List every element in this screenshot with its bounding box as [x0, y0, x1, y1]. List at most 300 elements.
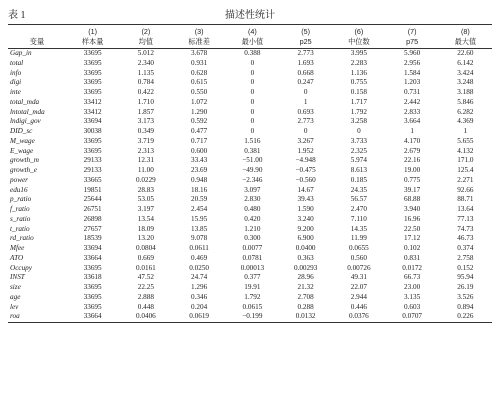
value-cell: 3.173 [137, 117, 154, 126]
column-number: (6) [332, 25, 385, 37]
value-cell: 0 [357, 127, 361, 136]
value-cell: −4.948 [295, 156, 316, 165]
value-cell: 0.288 [297, 302, 314, 311]
table-row [8, 215, 492, 225]
value-cell: 0.894 [457, 302, 474, 311]
value-cell: 19.91 [244, 283, 261, 292]
table-row [8, 166, 492, 176]
value-cell: 39.17 [404, 185, 421, 194]
value-cell: −0.199 [226, 312, 279, 322]
value-cell: 7.110 [350, 214, 367, 223]
value-cell: 1 [463, 127, 468, 136]
value-cell: 8.613 [350, 166, 367, 175]
value-cell: −49.90 [242, 166, 263, 175]
value-cell: 1.952 [297, 146, 314, 155]
value-cell: 13.20 [137, 234, 154, 243]
value-cell: 1 [410, 127, 414, 136]
value-cell: 0.628 [191, 68, 208, 77]
value-cell: 19851 [83, 185, 102, 194]
value-cell: 0.00293 [293, 263, 318, 272]
value-cell: 0.948 [191, 175, 208, 184]
value-cell: 33695 [83, 146, 102, 155]
value-cell: 33695 [83, 136, 102, 145]
value-cell: 33695 [83, 292, 102, 301]
value-cell: 3.526 [457, 292, 474, 301]
table-row [8, 273, 492, 283]
value-cell: 12.31 [137, 156, 154, 165]
variable-name-cell: power [10, 175, 28, 184]
variable-name-cell: Mfee [10, 244, 25, 253]
value-cell: 2.470 [350, 205, 367, 214]
variable-name-cell: info [10, 68, 22, 77]
value-cell: 2.708 [297, 292, 314, 301]
value-cell: 53.05 [137, 195, 154, 204]
value-cell: 6.282 [457, 107, 474, 116]
value-cell: 0.0229 [135, 175, 156, 184]
value-cell: 33665 [83, 175, 102, 184]
value-cell: 2.679 [404, 146, 421, 155]
value-cell: 28.83 [137, 185, 154, 194]
value-cell: 33412 [83, 97, 102, 106]
value-cell: 3.197 [137, 205, 154, 214]
value-cell: 0.755 [350, 78, 367, 87]
value-cell: 125.4 [457, 166, 474, 175]
value-cell: −51.00 [242, 156, 263, 165]
value-cell: 0.374 [457, 244, 474, 253]
value-cell: 0.422 [137, 88, 154, 97]
value-cell: 0.0619 [173, 312, 226, 322]
column-header-row [8, 37, 492, 49]
value-cell: 2.442 [404, 97, 421, 106]
table-header [8, 6, 492, 20]
value-cell: 2.888 [137, 292, 154, 301]
value-cell: 1.136 [350, 68, 367, 77]
value-cell: 0.831 [404, 253, 421, 262]
value-cell: 16.96 [404, 214, 421, 223]
value-cell: 0 [250, 117, 255, 126]
value-cell: 2.830 [244, 195, 261, 204]
value-cell: 0.300 [244, 234, 261, 243]
value-cell: 0.446 [350, 302, 367, 311]
value-cell: 3.097 [244, 185, 261, 194]
value-cell: 88.71 [457, 195, 474, 204]
variable-name-cell: roa [8, 312, 66, 322]
variable-name-cell: inte [10, 88, 21, 97]
table-row [8, 312, 492, 322]
table-row [8, 88, 492, 98]
column-number-row [8, 25, 492, 37]
variable-name-cell: Gap_in [10, 49, 32, 58]
value-cell: 5.846 [457, 97, 474, 106]
value-cell: 33695 [83, 88, 102, 97]
variable-name-cell: t_ratio [10, 224, 30, 233]
variable-name-cell: DID_sc [10, 127, 33, 136]
value-cell: 66.73 [404, 273, 421, 282]
column-number: (5) [279, 25, 332, 37]
column-header: 样本量 [66, 37, 119, 49]
column-number: (2) [119, 25, 172, 37]
table-row [8, 205, 492, 215]
value-cell: 22.60 [457, 49, 474, 58]
value-cell: 14.67 [297, 185, 314, 194]
value-cell: 13.64 [457, 205, 474, 214]
value-cell: 0.0655 [348, 244, 369, 253]
value-cell: 0 [303, 127, 308, 136]
value-cell: 1 [303, 97, 308, 106]
value-cell: 1.717 [350, 97, 367, 106]
value-cell: 1.693 [297, 58, 314, 67]
value-cell: 0.363 [297, 253, 314, 262]
column-header: p25 [279, 37, 332, 49]
value-cell: 1.584 [404, 68, 421, 77]
value-cell: 0.158 [350, 88, 367, 97]
value-cell: 0.0172 [402, 263, 422, 272]
value-cell: 28.96 [297, 273, 314, 282]
value-cell: 0.377 [244, 273, 261, 282]
value-cell: 1.792 [244, 292, 261, 301]
value-cell: 0.102 [404, 244, 421, 253]
value-cell: 0.669 [137, 253, 154, 262]
variable-name-cell: ATO [10, 253, 24, 262]
column-header: 均值 [119, 37, 172, 49]
column-header: 中位数 [332, 37, 385, 49]
value-cell: 5.655 [457, 136, 474, 145]
table-body [8, 49, 492, 323]
value-cell: 0.615 [191, 78, 208, 87]
variable-name-cell: Occupy [10, 263, 32, 272]
value-cell: 0.592 [191, 117, 208, 126]
value-cell: 68.88 [404, 195, 421, 204]
value-cell: −0.475 [295, 166, 316, 175]
value-cell: 6.900 [297, 234, 314, 243]
value-cell: 11.00 [137, 166, 154, 175]
variable-name-cell: digi [10, 78, 22, 87]
value-cell: 22.25 [137, 283, 154, 292]
value-cell: 0.0781 [242, 253, 263, 262]
table-row [8, 186, 492, 196]
value-cell: 5.012 [137, 49, 154, 58]
value-cell: 26898 [83, 214, 102, 223]
value-cell: 3.719 [137, 136, 154, 145]
table-row [8, 117, 492, 127]
value-cell: 0.480 [244, 205, 261, 214]
value-cell: 1.135 [137, 68, 154, 77]
value-cell: 1.590 [297, 205, 314, 214]
value-cell: 33694 [83, 117, 102, 126]
value-cell: 3.664 [404, 117, 421, 126]
table-row [8, 108, 492, 118]
table-row [8, 225, 492, 235]
value-cell: 33618 [83, 273, 102, 282]
value-cell: 33695 [83, 49, 102, 58]
value-cell: 2.454 [191, 205, 208, 214]
value-cell: 22.50 [404, 224, 421, 233]
column-number: (7) [386, 25, 439, 37]
value-cell: 0.931 [191, 58, 208, 67]
value-cell: 3.188 [457, 88, 474, 97]
value-cell: 3.258 [350, 117, 367, 126]
value-cell: 23.69 [191, 166, 208, 175]
value-cell: 33412 [83, 107, 102, 116]
value-cell: 5.974 [350, 156, 367, 165]
variable-name-cell: E_wage [10, 146, 34, 155]
column-number-blank [8, 25, 66, 37]
value-cell: 2.271 [457, 175, 474, 184]
value-cell: 0 [250, 127, 255, 136]
value-cell: 19.00 [404, 166, 421, 175]
value-cell: 3.940 [404, 205, 421, 214]
value-cell: 3.248 [457, 78, 474, 87]
value-cell: 1.203 [404, 78, 421, 87]
variable-name-cell: M_wage [10, 136, 35, 145]
value-cell: 14.35 [350, 224, 367, 233]
variable-name-cell: lndigi_gov [10, 117, 41, 126]
value-cell: 1.710 [137, 97, 154, 106]
value-cell: 0.600 [191, 146, 208, 155]
value-cell: 0.0707 [386, 312, 439, 322]
value-cell: 33695 [83, 283, 102, 292]
value-cell: 2.325 [350, 146, 367, 155]
value-cell: 3.678 [191, 49, 208, 58]
value-cell: 1.290 [191, 107, 208, 116]
value-cell: 2.283 [350, 58, 367, 67]
table-row [8, 264, 492, 274]
value-cell: 0.603 [404, 302, 421, 311]
value-cell: 0 [250, 97, 255, 106]
value-cell: 0 [250, 68, 255, 77]
value-cell: 0 [250, 88, 255, 97]
value-cell: 22.07 [350, 283, 367, 292]
value-cell: 3.424 [457, 68, 474, 77]
value-cell: 2.773 [297, 117, 314, 126]
variable-name-cell: total [10, 58, 24, 67]
value-cell: 74.73 [457, 224, 474, 233]
value-cell: 0.346 [191, 292, 208, 301]
value-cell: 6.142 [457, 58, 474, 67]
variable-name-cell: age [10, 292, 21, 301]
variable-name-cell: lntotal_mda [10, 107, 45, 116]
value-cell: 0.668 [297, 68, 314, 77]
table-row [8, 234, 492, 244]
value-cell: 4.170 [404, 136, 421, 145]
value-cell: 1.296 [191, 283, 208, 292]
descriptive-statistics-table [8, 24, 492, 323]
column-number: (3) [173, 25, 226, 37]
value-cell: 0.0804 [135, 244, 156, 253]
value-cell: 9.200 [297, 224, 314, 233]
value-cell: 33664 [66, 312, 119, 322]
value-cell: 171.0 [457, 156, 474, 165]
value-cell: 33694 [83, 244, 102, 253]
value-cell: 30038 [83, 127, 102, 136]
value-cell: 3.995 [350, 49, 367, 58]
table-row [8, 147, 492, 157]
column-header: 标准差 [173, 37, 226, 49]
value-cell: 15.95 [191, 214, 208, 223]
value-cell: 9.078 [191, 234, 208, 243]
value-cell: 26751 [83, 205, 102, 214]
value-cell: 0.226 [439, 312, 492, 322]
value-cell: 20.59 [191, 195, 208, 204]
value-cell: 18539 [83, 234, 102, 243]
value-cell: 95.94 [457, 273, 474, 282]
value-cell: 2.773 [297, 49, 314, 58]
value-cell: 33695 [83, 263, 102, 272]
column-header: p75 [386, 37, 439, 49]
value-cell: 0.784 [137, 78, 154, 87]
column-number: (1) [66, 25, 119, 37]
value-cell: 33695 [83, 302, 102, 311]
column-header: 最小值 [226, 37, 279, 49]
value-cell: 0.469 [191, 253, 208, 262]
table-row [8, 244, 492, 254]
value-cell: 0.0406 [119, 312, 172, 322]
value-cell: 3.135 [404, 292, 421, 301]
value-cell: 39.43 [297, 195, 314, 204]
value-cell: 0.693 [297, 107, 314, 116]
value-cell: 0 [250, 58, 255, 67]
value-cell: 29133 [83, 156, 102, 165]
table-row [8, 49, 492, 59]
variable-name-cell: f_ratio [10, 205, 30, 214]
value-cell: 33695 [83, 58, 102, 67]
value-cell: 2.758 [457, 253, 474, 262]
value-cell: 0.388 [244, 49, 261, 58]
value-cell: 33695 [83, 78, 102, 87]
value-cell: 0.0400 [295, 244, 316, 253]
value-cell: 2.944 [350, 292, 367, 301]
value-cell: 0.731 [404, 88, 421, 97]
value-cell: 0.717 [191, 136, 208, 145]
value-cell: 3.240 [297, 214, 314, 223]
value-cell: 24.35 [350, 185, 367, 194]
value-cell: 33695 [83, 68, 102, 77]
column-header-variable: 变量 [8, 37, 66, 49]
value-cell: 18.16 [191, 185, 208, 194]
value-cell: 4.132 [457, 146, 474, 155]
value-cell: 13.54 [137, 214, 154, 223]
variable-name-cell: s_ratio [10, 214, 31, 223]
table-row [8, 293, 492, 303]
value-cell: 47.52 [137, 273, 154, 282]
table-row [8, 283, 492, 293]
column-header: 最大值 [439, 37, 492, 49]
variable-name-cell: lev [10, 302, 19, 311]
variable-name-cell: edu16 [10, 185, 28, 194]
value-cell: 27657 [83, 224, 102, 233]
table-row [8, 69, 492, 79]
value-cell: 0.00013 [240, 263, 265, 272]
table-row [8, 303, 492, 313]
value-cell: 4.369 [457, 117, 474, 126]
value-cell: 5.960 [404, 49, 421, 58]
value-cell: 0.0611 [189, 244, 209, 253]
table-title: 描述性统计 [225, 10, 275, 21]
value-cell: 0.185 [350, 175, 367, 184]
value-cell: 0.349 [137, 127, 154, 136]
value-cell: 0.775 [404, 175, 421, 184]
value-cell: 2.956 [404, 58, 421, 67]
value-cell: 0.204 [191, 302, 208, 311]
value-cell: 0.381 [244, 146, 261, 155]
value-cell: 23.00 [404, 283, 421, 292]
value-cell: 92.66 [457, 185, 474, 194]
value-cell: 0.0376 [332, 312, 385, 322]
value-cell: 0.247 [297, 78, 314, 87]
value-cell: 26.19 [457, 283, 474, 292]
value-cell: 0.00726 [347, 263, 371, 272]
value-cell: 0.550 [191, 88, 208, 97]
table-row [8, 254, 492, 264]
value-cell: 33664 [83, 253, 102, 262]
variable-name-cell: growth_m [10, 156, 39, 165]
value-cell: 0.0077 [242, 244, 263, 253]
value-cell: 0.0132 [279, 312, 332, 322]
value-cell: 33.43 [191, 156, 208, 165]
variable-name-cell: growth_e [10, 166, 37, 175]
variable-name-cell: total_mda [10, 97, 40, 106]
table-row [8, 156, 492, 166]
value-cell: 2.833 [404, 107, 421, 116]
table-row [8, 195, 492, 205]
value-cell: 0.0615 [242, 302, 263, 311]
value-cell: 3.267 [297, 136, 314, 145]
value-cell: −0.560 [295, 175, 316, 184]
value-cell: 0.0250 [189, 263, 209, 272]
table-label: 表 1 [8, 10, 26, 21]
value-cell: 29133 [83, 166, 102, 175]
value-cell: 0.560 [350, 253, 367, 262]
value-cell: 24.74 [191, 273, 208, 282]
value-cell: 0.448 [137, 302, 154, 311]
value-cell: 0.152 [457, 263, 474, 272]
value-cell: 0 [250, 78, 255, 87]
value-cell: 1.516 [244, 136, 261, 145]
value-cell: 1.857 [137, 107, 154, 116]
variable-name-cell: size [10, 283, 21, 292]
value-cell: 0.0161 [135, 263, 156, 272]
value-cell: 3.733 [350, 136, 367, 145]
column-number: (4) [226, 25, 279, 37]
table-row [8, 98, 492, 108]
table-row [8, 59, 492, 69]
value-cell: 46.73 [457, 234, 474, 243]
value-cell: 49.31 [350, 273, 367, 282]
value-cell: 0.420 [244, 214, 261, 223]
value-cell: 17.12 [404, 234, 421, 243]
variable-name-cell: INST [10, 273, 25, 282]
value-cell: 22.16 [404, 156, 421, 165]
variable-name-cell: p_ratio [10, 195, 32, 204]
table-row [8, 78, 492, 88]
value-cell: 21.32 [297, 283, 314, 292]
variable-name-cell: rd_ratio [10, 234, 34, 243]
value-cell: 25644 [83, 195, 102, 204]
value-cell: 0 [250, 107, 255, 116]
value-cell: 18.09 [137, 224, 154, 233]
table-row [8, 137, 492, 147]
value-cell: 56.57 [350, 195, 367, 204]
value-cell: 77.13 [457, 214, 474, 223]
value-cell: 13.85 [191, 224, 208, 233]
value-cell: −2.346 [242, 175, 263, 184]
value-cell: 11.99 [350, 234, 367, 243]
value-cell: 0.477 [191, 127, 208, 136]
value-cell: 1.792 [350, 107, 367, 116]
value-cell: 2.340 [137, 58, 154, 67]
column-number: (8) [439, 25, 492, 37]
value-cell: 1.210 [244, 224, 261, 233]
